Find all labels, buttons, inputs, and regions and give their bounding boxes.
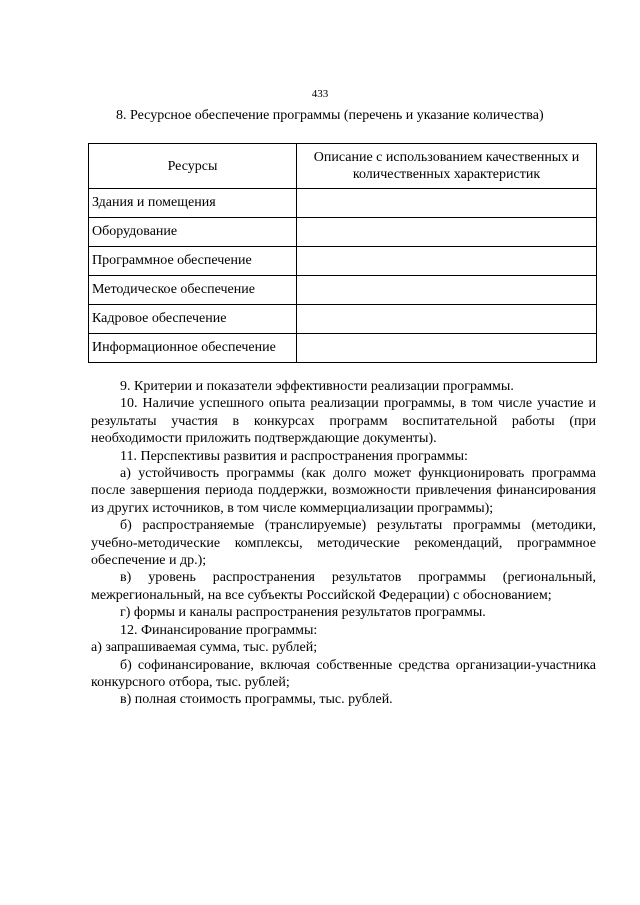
paragraph-12: 12. Финансирование программы:: [120, 622, 318, 638]
header-description: Описание с использованием качественных и количественных характеристик: [297, 144, 597, 189]
table-row: [89, 276, 597, 305]
paragraph-12a: а) запрашиваемая сумма, тыс. рублей;: [91, 640, 318, 656]
resources-table: [88, 143, 597, 363]
paragraph-11g: г) формы и каналы распространения результатов программы.: [120, 605, 486, 621]
resource-description: [297, 218, 597, 247]
table-header-row: [89, 144, 597, 189]
resource-description: [297, 276, 597, 305]
resource-description: [297, 247, 597, 276]
page-number: 433: [311, 88, 329, 100]
paragraph-12v: в) полная стоимость программы, тыс. рублей.: [120, 692, 393, 708]
resource-name: Методическое обеспечение: [89, 276, 297, 305]
resource-description: [297, 334, 597, 363]
resource-description: [297, 189, 597, 218]
table-row: [89, 189, 597, 218]
table-row: [89, 218, 597, 247]
table-row: [89, 305, 597, 334]
paragraph-11a: а) устойчивость программы (как долго может функционировать программа после завершения периода поддержки, возможности привлечения финансирования из других источников, в том числе коммерциализации программы);: [91, 466, 596, 516]
resource-description: [297, 305, 597, 334]
paragraph-11: 11. Перспективы развития и распространения программы:: [120, 448, 468, 464]
body-text: [91, 378, 596, 709]
header-resources: Ресурсы: [89, 144, 297, 189]
resource-name: Кадровое обеспечение: [89, 305, 297, 334]
resource-name: Программное обеспечение: [89, 247, 297, 276]
paragraph-11b: б) распространяемые (транслируемые) результаты программы (методики, учебно-методические комплексы, методические рекомендаций, программное обеспечение и др.);: [91, 518, 596, 569]
section-title: 8. Ресурсное обеспечение программы (перечень и указание количества): [116, 108, 544, 123]
table-row: [89, 334, 597, 363]
paragraph-10: 10. Наличие успешного опыта реализации программы, в том числе участие и результаты участия в конкурсах программ воспитательной работы (при необходимости приложить подтверждающие документы).: [91, 396, 596, 447]
paragraph-11v: в) уровень распространения результатов программы (региональный, межрегиональный, на все субъекты Российской Федерации) с обоснованием;: [91, 570, 596, 603]
resource-name: Информационное обеспечение: [89, 334, 297, 363]
resource-name: Оборудование: [89, 218, 297, 247]
paragraph-12b: б) софинансирование, включая собственные средства организации-участника конкурсного отбора, тыс. рублей;: [91, 657, 596, 690]
paragraph-9: 9. Критерии и показатели эффективности реализации программы.: [120, 379, 514, 394]
resource-name: Здания и помещения: [89, 189, 297, 218]
table-row: [89, 247, 597, 276]
